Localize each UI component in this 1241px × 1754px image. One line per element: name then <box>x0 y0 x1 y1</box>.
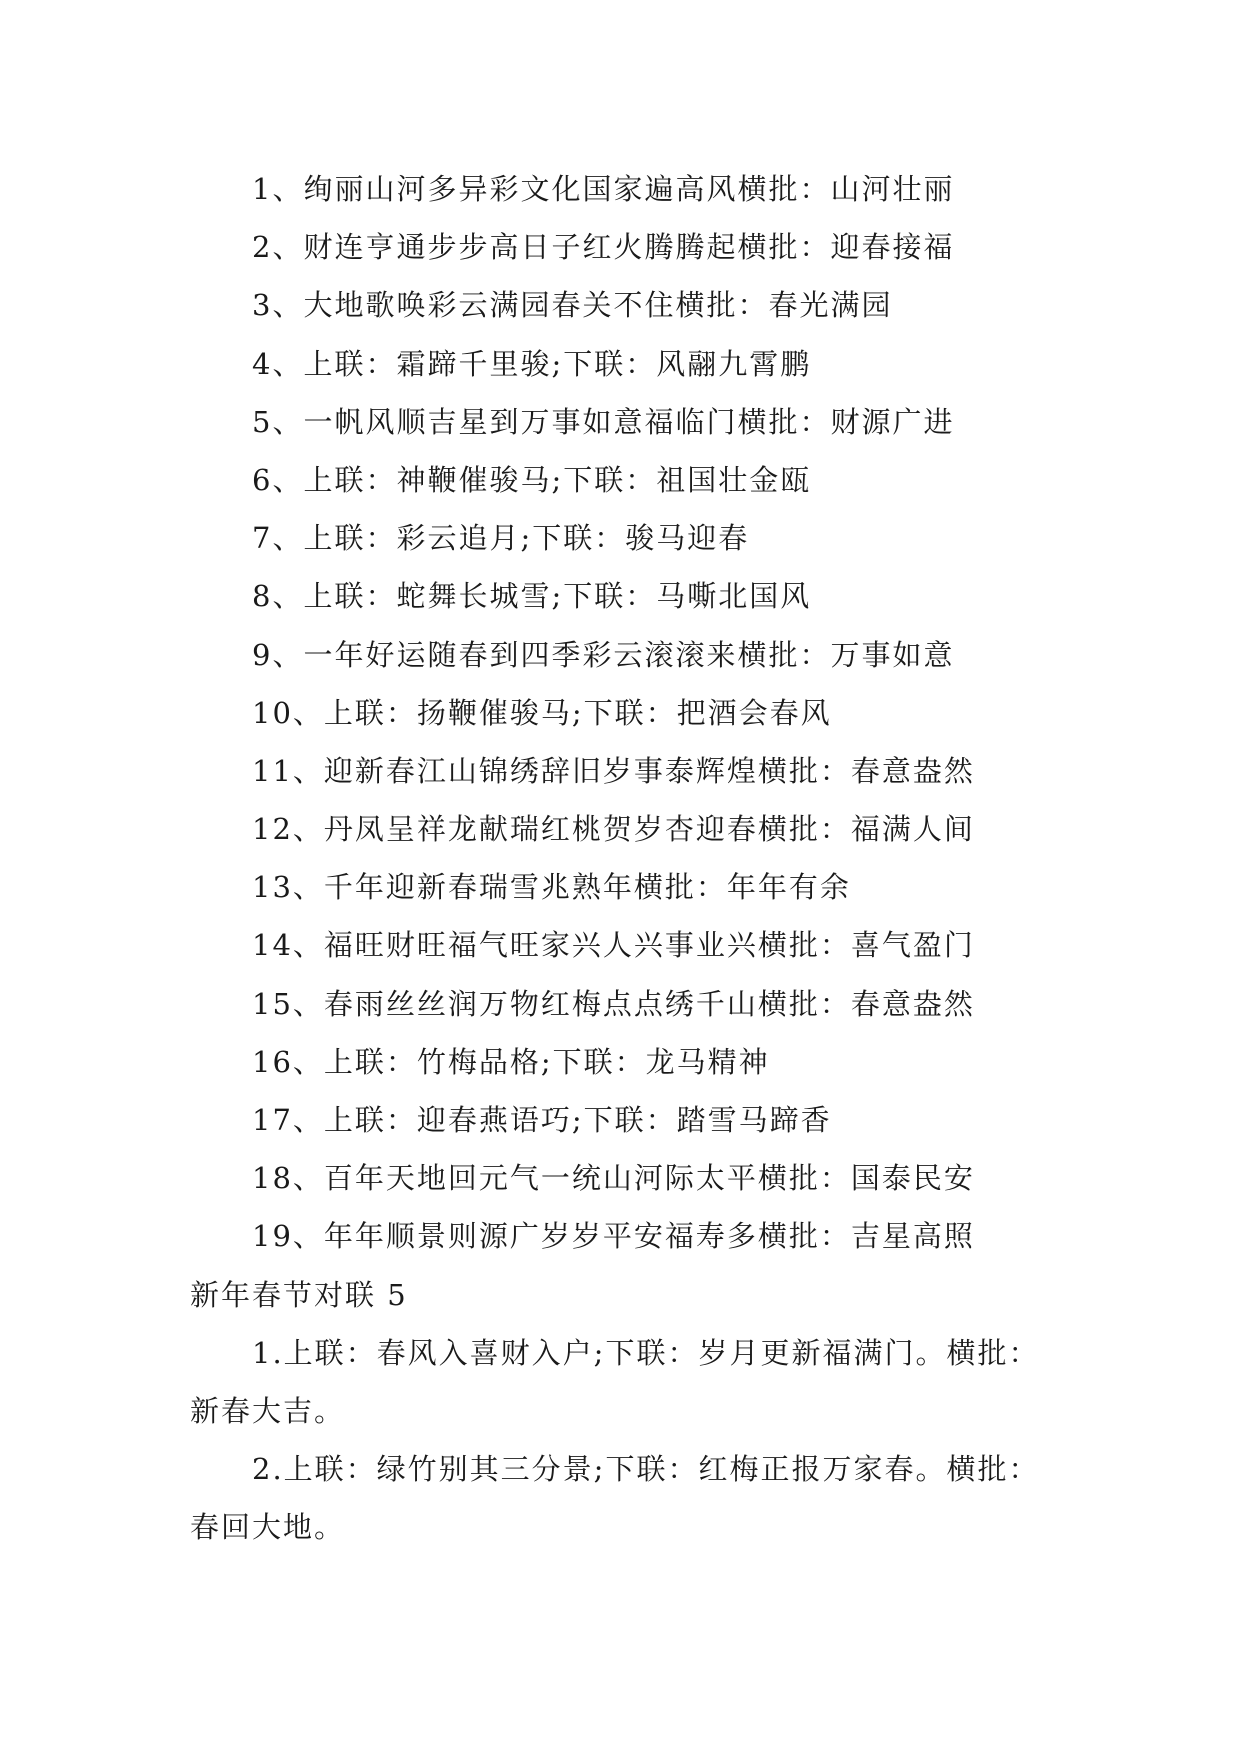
couplet-item: 18、百年天地回元气一统山河际太平横批：国泰民安 <box>252 1161 975 1196</box>
couplet-item: 17、上联：迎春燕语巧;下联：踏雪马蹄香 <box>252 1103 832 1137</box>
couplet-item: 6、上联：神鞭催骏马;下联：祖国壮金瓯 <box>252 462 812 497</box>
couplet-item: 16、上联：竹梅品格;下联：龙马精神 <box>252 1044 770 1079</box>
couplet-item: 3、大地歌唤彩云满园春关不住横批：春光满园 <box>252 288 893 323</box>
couplet-item: 13、千年迎新春瑞雪兆熟年横批：年年有余 <box>252 870 851 905</box>
couplet-item: 7、上联：彩云追月;下联：骏马迎春 <box>252 521 750 556</box>
couplet-item: 2、财连亨通步步高日子红火腾腾起横批：迎春接福 <box>252 230 955 265</box>
couplet-item: 11、迎新春江山锦绣辞旧岁事泰辉煌横批：春意盎然 <box>252 753 975 788</box>
couplet-item: 19、年年顺景则源广岁岁平安福寿多横批：吉星高照 <box>252 1219 975 1254</box>
section-title: 新年春节对联 5 <box>190 1277 408 1312</box>
couplet-item: 9、一年好运随春到四季彩云滚滚来横批：万事如意 <box>252 637 955 672</box>
couplet-item: 5、一帆风顺吉星到万事如意福临门横批：财源广进 <box>252 404 955 439</box>
section-paragraph: 2.上联：绿竹别其三分景;下联：红梅正报万家春。横批：春回大地。 <box>190 1451 1040 1544</box>
couplet-item: 14、福旺财旺福气旺家兴人兴事业兴横批：喜气盈门 <box>252 928 975 963</box>
section-paragraph: 1.上联：春风入喜财入户;下联：岁月更新福满门。横批：新春大吉。 <box>190 1335 1040 1428</box>
couplet-item: 4、上联：霜蹄千里骏;下联：风翮九霄鹏 <box>252 346 812 381</box>
couplet-list <box>190 160 1050 1266</box>
couplet-item: 12、丹凤呈祥龙献瑞红桃贺岁杏迎春横批：福满人间 <box>252 812 975 847</box>
document-body <box>190 160 1050 1556</box>
couplet-item: 10、上联：扬鞭催骏马;下联：把酒会春风 <box>252 695 832 730</box>
couplet-item: 8、上联：蛇舞长城雪;下联：马嘶北国风 <box>252 579 812 614</box>
couplet-item: 15、春雨丝丝润万物红梅点点绣千山横批：春意盎然 <box>252 986 975 1021</box>
couplet-item: 1、绚丽山河多异彩文化国家遍高风横批：山河壮丽 <box>252 172 955 206</box>
